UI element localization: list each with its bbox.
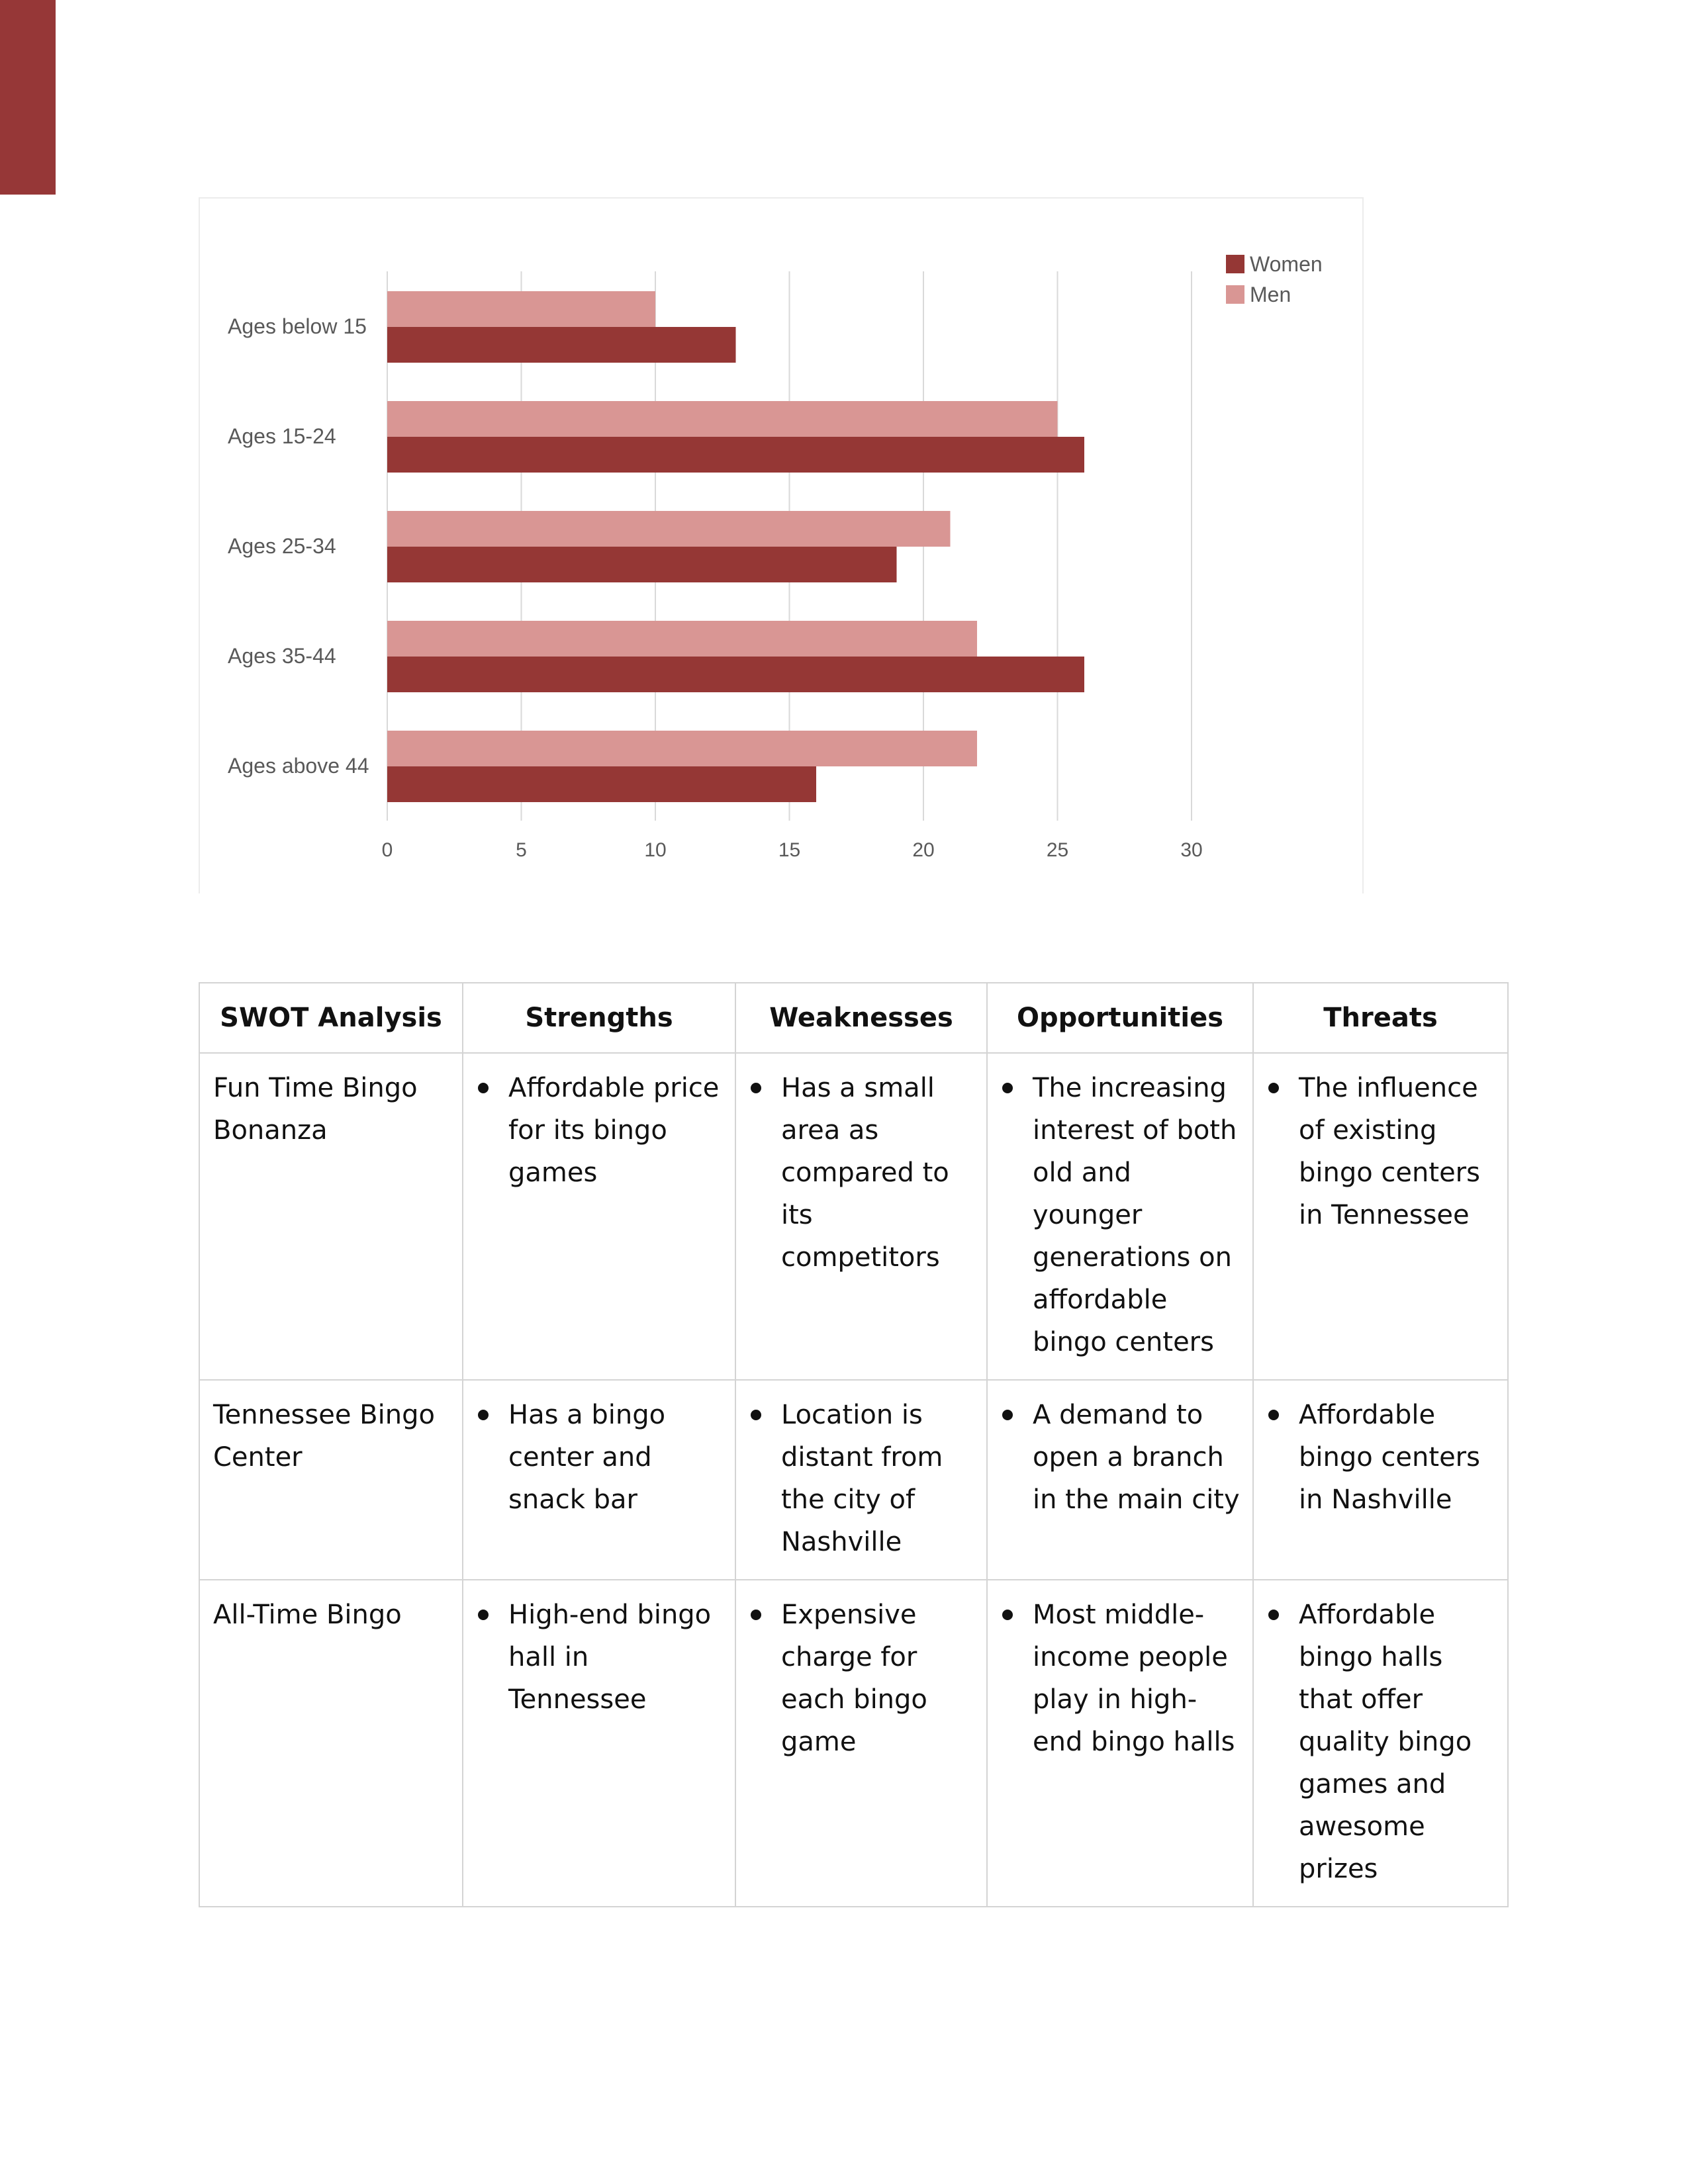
competitor-name: Tennessee Bingo Center xyxy=(199,1380,463,1580)
bullet-icon xyxy=(478,1410,489,1420)
opportunities-header: Opportunities xyxy=(987,983,1253,1053)
bar-men xyxy=(387,621,977,657)
strengths-cell xyxy=(463,1053,735,1380)
legend-swatch-men xyxy=(1226,285,1244,304)
opportunities-cell xyxy=(987,1053,1253,1380)
threats-header: Threats xyxy=(1253,983,1508,1053)
category-label: Ages 15-24 xyxy=(228,424,336,448)
bullet-icon xyxy=(751,1610,761,1620)
bar-women xyxy=(387,766,816,802)
x-tick-label: 20 xyxy=(912,839,935,861)
bar-men xyxy=(387,511,951,547)
bar-men xyxy=(387,291,655,327)
swot-table xyxy=(199,982,1509,1907)
threat-text: The influence of existing bingo centers in Tennessee xyxy=(1299,1073,1480,1230)
weaknesses-cell xyxy=(735,1580,987,1907)
competitor-name: All-Time Bingo xyxy=(199,1580,463,1907)
category-label: Ages below 15 xyxy=(228,314,367,338)
opportunities-cell xyxy=(987,1580,1253,1907)
legend-swatch-women xyxy=(1226,255,1244,273)
strength-text: Affordable price for its bingo games xyxy=(508,1073,720,1188)
strengths-cell xyxy=(463,1380,735,1580)
strengths-cell xyxy=(463,1580,735,1907)
opportunity-text: A demand to open a branch in the main city xyxy=(1033,1400,1240,1515)
x-tick-label: 15 xyxy=(778,839,801,861)
bullet-icon xyxy=(1002,1610,1013,1620)
bullet-icon xyxy=(751,1083,761,1093)
opportunities-cell xyxy=(987,1380,1253,1580)
chart-canvas xyxy=(200,199,1365,895)
bullet-icon xyxy=(1002,1410,1013,1420)
competitor-name: Fun Time Bingo Bonanza xyxy=(199,1053,463,1380)
table-row xyxy=(199,1580,1508,1907)
bar-women xyxy=(387,437,1084,473)
x-tick-label: 30 xyxy=(1180,839,1203,861)
bullet-icon xyxy=(478,1610,489,1620)
opportunity-text: The increasing interest of both old and younger generations on affordable bingo centers xyxy=(1033,1073,1237,1357)
weakness-text: Expensive charge for each bingo game xyxy=(781,1600,927,1757)
bullet-icon xyxy=(1268,1410,1279,1420)
x-tick-label: 0 xyxy=(381,839,393,861)
category-label: Ages 25-34 xyxy=(228,534,336,558)
weaknesses-cell xyxy=(735,1053,987,1380)
threats-cell xyxy=(1253,1053,1508,1380)
threats-cell xyxy=(1253,1580,1508,1907)
strength-text: Has a bingo center and snack bar xyxy=(508,1400,666,1515)
threat-text: Affordable bingo halls that offer quality bingo games and awesome prizes xyxy=(1299,1600,1472,1884)
bar-women xyxy=(387,657,1084,692)
bar-men xyxy=(387,401,1058,437)
age-gender-bar-chart xyxy=(199,197,1364,893)
swot-header-label: SWOT Analysis xyxy=(199,983,463,1053)
legend-label: Women xyxy=(1250,252,1323,276)
x-tick-label: 10 xyxy=(644,839,667,861)
page-accent-bar xyxy=(0,0,56,195)
bullet-icon xyxy=(1268,1610,1279,1620)
bullet-icon xyxy=(1268,1083,1279,1093)
strengths-header: Strengths xyxy=(463,983,735,1053)
category-label: Ages 35-44 xyxy=(228,644,336,668)
weakness-text: Has a small area as compared to its competitors xyxy=(781,1073,949,1273)
bullet-icon xyxy=(478,1083,489,1093)
bullet-icon xyxy=(1002,1083,1013,1093)
weaknesses-header: Weaknesses xyxy=(735,983,987,1053)
threats-cell xyxy=(1253,1380,1508,1580)
threat-text: Affordable bingo centers in Nashville xyxy=(1299,1400,1480,1515)
strength-text: High-end bingo hall in Tennessee xyxy=(508,1600,712,1715)
x-tick-label: 5 xyxy=(516,839,527,861)
legend-label: Men xyxy=(1250,283,1291,306)
bar-men xyxy=(387,731,977,766)
weaknesses-cell xyxy=(735,1380,987,1580)
bar-women xyxy=(387,327,736,363)
bullet-icon xyxy=(751,1410,761,1420)
table-row xyxy=(199,1053,1508,1380)
bar-women xyxy=(387,547,897,582)
category-label: Ages above 44 xyxy=(228,754,369,778)
table-row xyxy=(199,1380,1508,1580)
weakness-text: Location is distant from the city of Nashville xyxy=(781,1400,943,1557)
x-tick-label: 25 xyxy=(1046,839,1069,861)
opportunity-text: Most middle-income people play in high-end bingo halls xyxy=(1033,1600,1235,1757)
swot-header-row xyxy=(199,983,1508,1053)
